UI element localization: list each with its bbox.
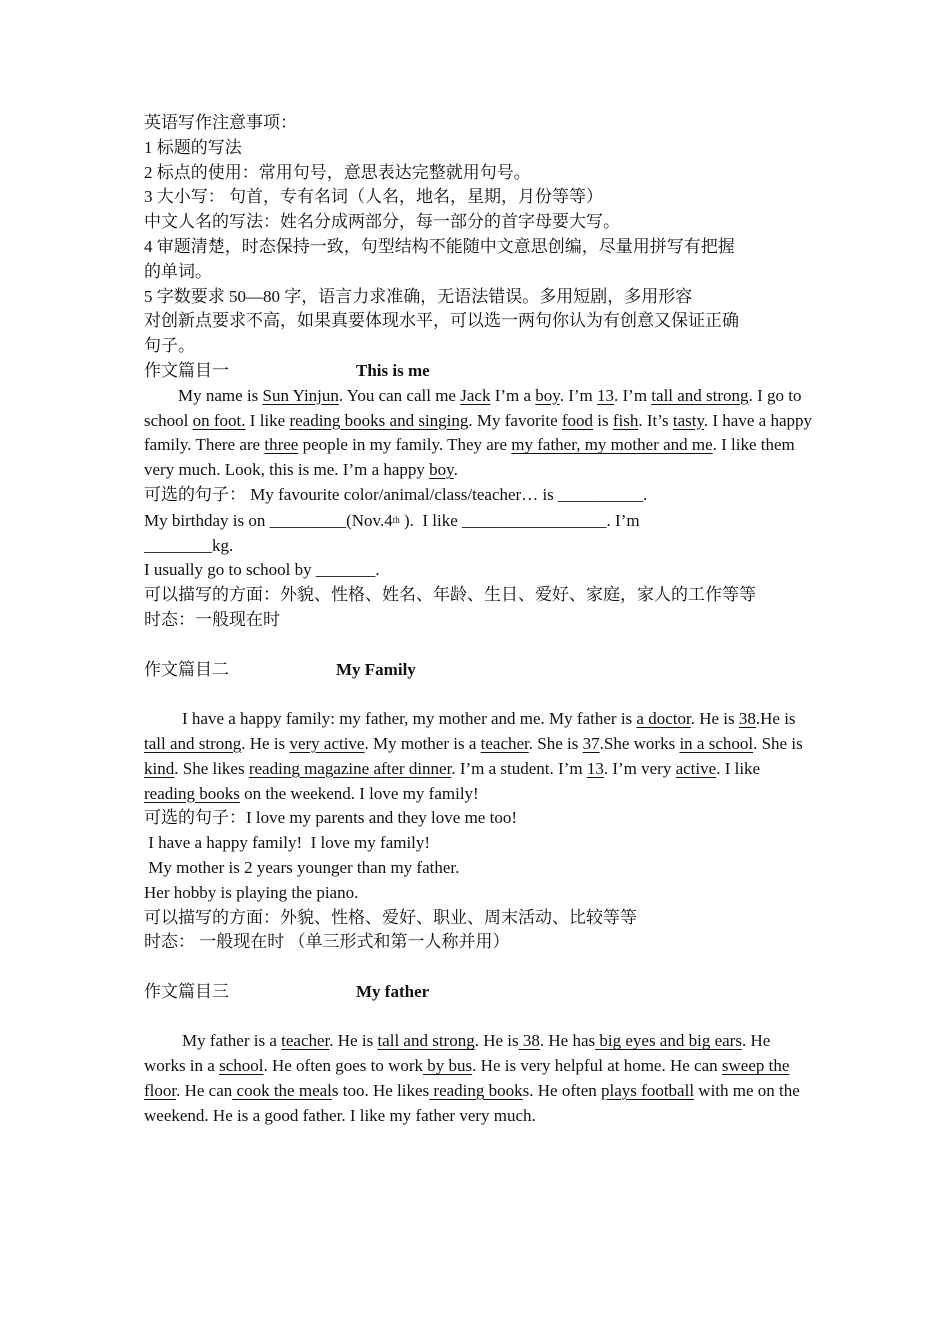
essay1-optional: ________kg. xyxy=(144,535,234,555)
essay2-paragraph: I have a happy family: my father, my mother and me. My father is a doctor. He is 38.He is tall and strong. He is very active. My mother is a teacher. She is 37.She works in a school. She is kind. She likes reading magazine after dinner. I’m a student. I’m 13. I’m very active. I like reading books on the weekend. I love my family! xyxy=(144,709,803,803)
note-item: 对创新点要求不高，如果真要体现水平，可以选一两句你认为有创意又保证正确 xyxy=(144,311,739,331)
note-item: 4 审题清楚，时态保持一致，句型结构不能随中文意思创编，尽量用拼写有把握 xyxy=(144,236,735,256)
essay3-label: 作文篇目三 xyxy=(144,981,229,1001)
notes-heading: 英语写作注意事项： xyxy=(144,113,297,132)
essay1-title: This is me xyxy=(356,360,430,380)
essay1-optional: My birthday is on _________(Nov.4th ). I like _________________. I’m xyxy=(144,510,640,530)
essay2-optional: 可选的句子：I love my parents and they love me too! xyxy=(144,808,517,828)
essay1-header xyxy=(144,359,812,384)
note-item: 的单词。 xyxy=(144,261,212,281)
essay1-aspects: 可以描写的方面：外貌、性格、姓名、年龄、生日、爱好、家庭，家人的工作等等 xyxy=(144,585,756,605)
essay2-optional: I have a happy family! I love my family! xyxy=(144,833,431,853)
essay1-label: 作文篇目一 xyxy=(144,360,229,380)
essay1-optional: I usually go to school by _______. xyxy=(144,560,380,580)
document-page xyxy=(144,111,812,1129)
essay2-label: 作文篇目二 xyxy=(144,659,229,679)
note-item: 1 标题的写法 xyxy=(144,137,242,157)
essay2-optional: My mother is 2 years younger than my father. xyxy=(144,857,460,877)
essay2-header xyxy=(144,658,812,683)
essay3-paragraph: My father is a teacher. He is tall and strong. He is 38. He has big eyes and big ears. He works in a school. He often goes to work by bus. He is very helpful at home. He can sweep the floor. He can cook the meals too. He likes reading books. He often plays football with me on the weekend. He is a good father. I like my father very much. xyxy=(144,1031,800,1125)
note-item: 2 标点的使用：常用句号，意思表达完整就用句号。 xyxy=(144,162,531,182)
note-item: 中文人名的写法：姓名分成两部分，每一部分的首字母要大写。 xyxy=(144,212,620,232)
essay1-optional: 可选的句子： My favourite color/animal/class/teacher… is __________. xyxy=(144,484,648,504)
note-item: 3 大小写： 句首，专有名词（人名，地名，星期，月份等等） xyxy=(144,187,603,207)
essay2-title: My Family xyxy=(336,659,416,679)
note-item: 句子。 xyxy=(144,336,195,356)
essay3-title: My father xyxy=(356,981,430,1001)
essay1-tense: 时态：一般现在时 xyxy=(144,609,280,629)
essay3-header xyxy=(144,980,812,1005)
note-item: 5 字数要求 50—80 字，语言力求准确，无语法错误。多用短剧，多用形容 xyxy=(144,286,693,306)
essay1-paragraph: My name is Sun Yinjun. You can call me Jack I’m a boy. I’m 13. I’m tall and strong. I go to school on foot. I like reading books and singing. My favorite food is fish. It’s tasty. I have a happy family. There are three people in my family. They are my father, my mother and me. I like them very much. Look, this is me. I’m a happy boy. xyxy=(144,385,812,480)
essay2-aspects: 可以描写的方面：外貌、性格、爱好、职业、周末活动、比较等等 xyxy=(144,907,637,927)
essay2-tense: 时态： 一般现在时 （单三形式和第一人称并用） xyxy=(144,932,510,952)
essay2-optional: Her hobby is playing the piano. xyxy=(144,882,359,902)
